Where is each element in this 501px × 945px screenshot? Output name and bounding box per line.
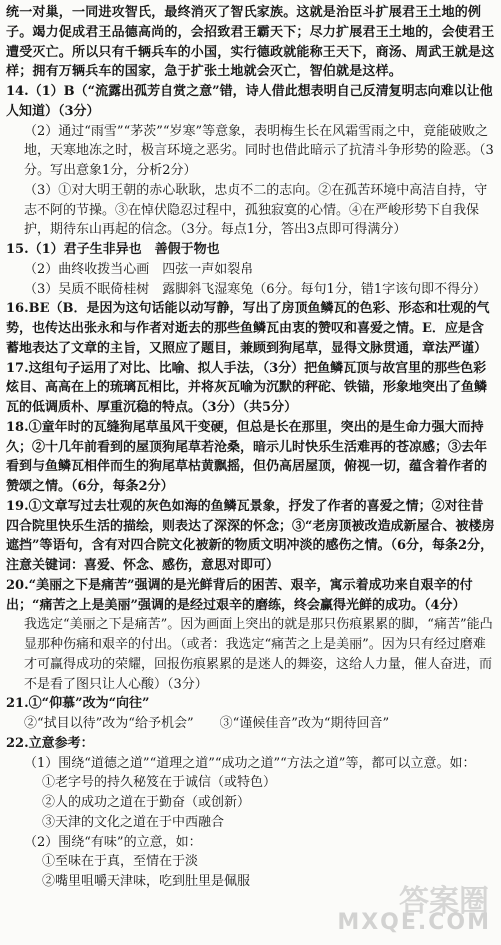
q22-line-8: ②嘴里咀嚼天津味，吃到肚里是佩服 (42, 874, 251, 889)
site-watermark (337, 879, 495, 941)
q15-line-1: （1）君子生非异也 善假于物也 (28, 242, 220, 257)
q14-line-2: （2）通过“雨雪”“茅茨”“岁寒”等意象，表明梅生长在风霜雪雨之中，竟能破败之地，天寒地冻之时，极言环境之恶劣。同时也借此暗示了抗清斗争形势的险恶。（3分。写出意象1分，分析2分） (24, 123, 494, 178)
q20-line-2: 我选定“美丽之下是痛苦”。因为画面上突出的就是那只伤痕累累的脚，“痛苦”能凸显那种伤痛和艰辛的付出。（或者：我选定“痛苦之上是美丽”。因为只有经过磨难才可赢得成功的荣耀，回报伤痕累累的是迷人的舞姿，这给人力量，催人奋进，而不是看了图只让人心酸）（3分） (24, 617, 493, 692)
q16-block (6, 299, 495, 358)
q22-line-5: ③天津的文化之道在于中西融合 (42, 814, 225, 830)
q15-line-3: （3）吴质不眠倚桂树 露脚斜飞湿寒兔（6分。每句1分，错1字该句即不得分） (24, 281, 487, 297)
q17-line-1: 这组句子运用了对比、比喻、拟人手法，（3分）把鱼鳞瓦顶与故宫里的那些色彩炫目、高高在上的琉璃瓦相比，并将灰瓦喻为沉默的秤砣、铁锚，形象地突出了鱼鳞瓦的低调质朴、厚重沉稳的特点。（3分）（共5分） (6, 360, 488, 415)
q15-line-2: （2）曲终收拨当心画 四弦一声如裂帛 (24, 261, 254, 277)
q16-line-1: BE（B．是因为这句话能以动写静，写出了房顶鱼鳞瓦的色彩、形态和壮观的气势，也传达出张永和与作者对逝去的那些鱼鳞瓦由衷的赞叹和喜爱之情。E．应是含蓄地表达了文章的主旨，又照应了题目，兼顾到狗尾草，显得文脉贯通，章法严谨） (6, 301, 490, 356)
q22-line-2: （1）围绕“道德之道”“道理之道”“成功之道”“方法之道”等，都可以立意。如： (24, 755, 476, 771)
watermark-domain: MXQE.COM (337, 909, 491, 935)
q22-number: 22. (6, 735, 29, 751)
q14-line-1: （1）B（“流露出孤芳自赏之意”错，诗人借此想表明自己反清复明志向难以让他人知道）（3分） (6, 84, 493, 119)
q15-number: 15. (6, 242, 29, 257)
q21-line-2: ②“拭目以待”改为“给予机会” ③“谨候佳音”改为“期待回音” (24, 716, 390, 731)
q19-number: 19. (6, 498, 29, 514)
q14-number: 14. (6, 84, 29, 99)
q20-number: 20. (6, 577, 29, 593)
q18-block (6, 418, 495, 497)
q16-number: 16. (6, 301, 29, 317)
q19-block (6, 497, 495, 576)
q22-block (6, 734, 495, 892)
q14-block (6, 82, 495, 240)
q14-line-3: （3）①对大明王朝的赤心耿耿，忠贞不二的志向。②在孤苦环境中高洁自持，守志不阿的节操。③在悼伏隐忍过程中，孤独寂寞的心情。④在严峻形势下自我保护，期待东山再起的信念。（3分。每点1分，答出3点即可得满分） (24, 182, 488, 238)
q20-block (6, 576, 495, 695)
q20-line-1: “美丽之下是痛苦”强调的是光鲜背后的困苦、艰辛，寓示着成功来自艰辛的付出；“痛苦之上是美丽”强调的是经过艰辛的磨练，终会赢得光鲜的成功。（4分） (6, 577, 473, 613)
q22-line-3: ①老字号的持久秘笈在于诚信（或特色） (42, 775, 277, 791)
q18-line-1: ①童年时的瓦缝狗尾草虽风干变硬，但总是长在那里，突出的是生命力强大而持久；②十几年前看到的屋顶狗尾草若沧桑，暗示儿时快乐生活难再的苍凉感；③去年看到与鱼鳞瓦相伴而生的狗尾草枯黄飘摇，但仍高居屋顶，俯视一切，蕴含着作者的赞颂之情。（6分，每条2分） (6, 419, 488, 494)
q22-line-4: ②人的成功之道在于勤奋（或创新） (42, 795, 251, 810)
q19-line-1: ①文章写过去壮观的灰色如海的鱼鳞瓦景象，抒发了作者的喜爱之情；②对往昔四合院里快乐生活的描绘，则表达了深深的怀念；③“老房顶被改造成新屋合、被楼房遮挡”等语句，含有对四合院文化被新的物质文明冲淡的感伤之情。（6分，每条2分，注意关键词：喜爱、怀念、感伤，意思对即可） (6, 498, 495, 573)
q22-line-7: ①至味在于真，至情在于淡 (42, 854, 199, 870)
q22-line-6: （2）围绕“有味”的立意，如： (24, 834, 202, 850)
q22-line-1: 立意参考： (28, 735, 94, 751)
q17-block (6, 359, 495, 418)
intro-paragraph: 统一对巢，一同进攻智氏，最终消灭了智氏家族。这就是治臣斗扩展君王土地的例子。竭力促成君王品德高尚的，会招致君王霸天下；尽力扩展君王土地的，会使君王遭受灭亡。所以只有千辆兵车的小国，实行德政就能称王天下，商汤、周武王就是这样；拥有万辆兵车的国家，急于扩张土地就会灭亡，智伯就是这样。 (6, 5, 495, 80)
q18-number: 18. (6, 419, 29, 435)
q21-block (6, 694, 495, 734)
q17-number: 17. (6, 360, 29, 376)
watermark-logo-text: 答案圈 (399, 884, 489, 919)
q21-line-1: ①“仰慕”改为“向往” (28, 696, 150, 712)
q21-number: 21. (6, 696, 29, 712)
q15-block (6, 240, 495, 299)
